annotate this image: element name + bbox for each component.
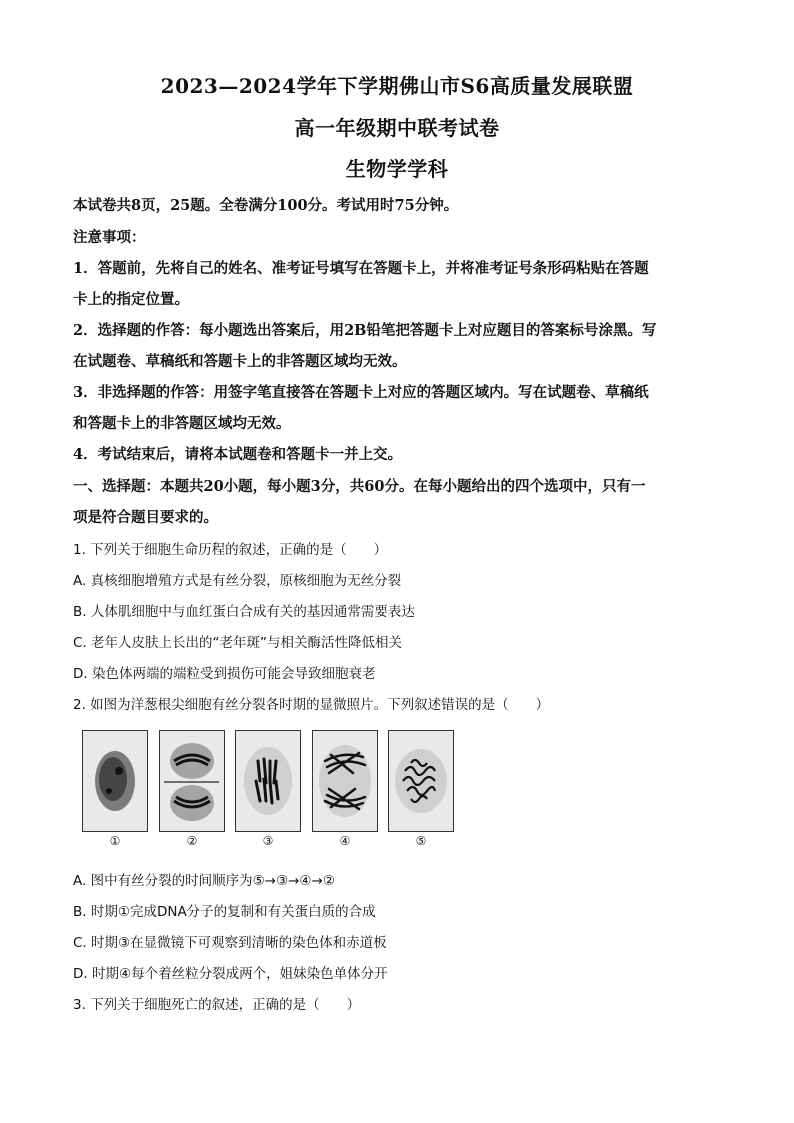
mitosis-micrograph-figure <box>82 730 454 850</box>
micrograph-label-2: ② <box>186 834 198 848</box>
micrograph-label-1: ① <box>109 834 121 848</box>
question-option: B. 人体肌细胞中与血红蛋白合成有关的基因通常需要表达 <box>73 604 415 620</box>
notice-line: 卡上的指定位置。 <box>73 291 189 308</box>
question-option: D. 时期④每个着丝粒分裂成两个，姐妹染色单体分开 <box>73 966 388 982</box>
question-option: C. 时期③在显微镜下可观察到清晰的染色体和赤道板 <box>73 935 387 951</box>
question-option: C. 老年人皮肤上长出的“老年斑”与相关酶活性降低相关 <box>73 635 402 651</box>
notice-line: 4．考试结束后，请将本试题卷和答题卡一并上交。 <box>73 446 403 463</box>
notice-line: 在试题卷、草稿纸和答题卡上的非答题区域均无效。 <box>73 353 407 370</box>
question-option: D. 染色体两端的端粒受到损伤可能会导致细胞衰老 <box>73 666 376 682</box>
notice-line: 和答题卡上的非答题区域均无效。 <box>73 415 291 432</box>
exam-title-line2: 高一年级期中联考试卷 <box>294 116 500 140</box>
micrograph-panel-5 <box>388 730 454 832</box>
exam-subject: 生物学学科 <box>345 157 449 181</box>
micrograph-panel-3 <box>235 730 301 832</box>
micrograph-label-4: ④ <box>339 834 351 848</box>
section-heading: 项是符合题目要求的。 <box>73 509 218 526</box>
section-heading: 一、选择题：本题共20小题，每小题3分，共60分。在每小题给出的四个选项中，只有一 <box>73 478 646 495</box>
notice-line: 1．答题前，先将自己的姓名、准考证号填写在答题卡上，并将准考证号条形码粘贴在答题 <box>73 260 649 277</box>
micrograph-label-3: ③ <box>262 834 274 848</box>
exam-summary: 本试卷共8页，25题。全卷满分100分。考试用时75分钟。 <box>73 197 459 214</box>
question-stem: 2. 如图为洋葱根尖细胞有丝分裂各时期的显微照片。下列叙述错误的是（ ） <box>73 697 550 713</box>
notice-line: 3．非选择题的作答：用签字笔直接答在答题卡上对应的答题区域内。写在试题卷、草稿纸 <box>73 384 649 401</box>
micrograph-panel-2 <box>159 730 225 832</box>
exam-title-line1: 2023—2024学年下学期佛山市S6高质量发展联盟 <box>160 74 634 98</box>
question-stem: 3. 下列关于细胞死亡的叙述，正确的是（ ） <box>73 997 361 1013</box>
micrograph-panel-4 <box>312 730 378 832</box>
question-option: A. 图中有丝分裂的时间顺序为⑤→③→④→② <box>73 873 335 889</box>
notice-heading: 注意事项： <box>73 229 146 246</box>
notice-line: 2．选择题的作答：每小题选出答案后，用2B铅笔把答题卡上对应题目的答案标号涂黑。写 <box>73 322 657 339</box>
question-option: A. 真核细胞增殖方式是有丝分裂，原核细胞为无丝分裂 <box>73 573 402 589</box>
micrograph-label-5: ⑤ <box>415 834 427 848</box>
question-option: B. 时期①完成DNA分子的复制和有关蛋白质的合成 <box>73 904 376 920</box>
micrograph-panel-1 <box>82 730 148 832</box>
question-stem: 1. 下列关于细胞生命历程的叙述，正确的是（ ） <box>73 542 388 558</box>
